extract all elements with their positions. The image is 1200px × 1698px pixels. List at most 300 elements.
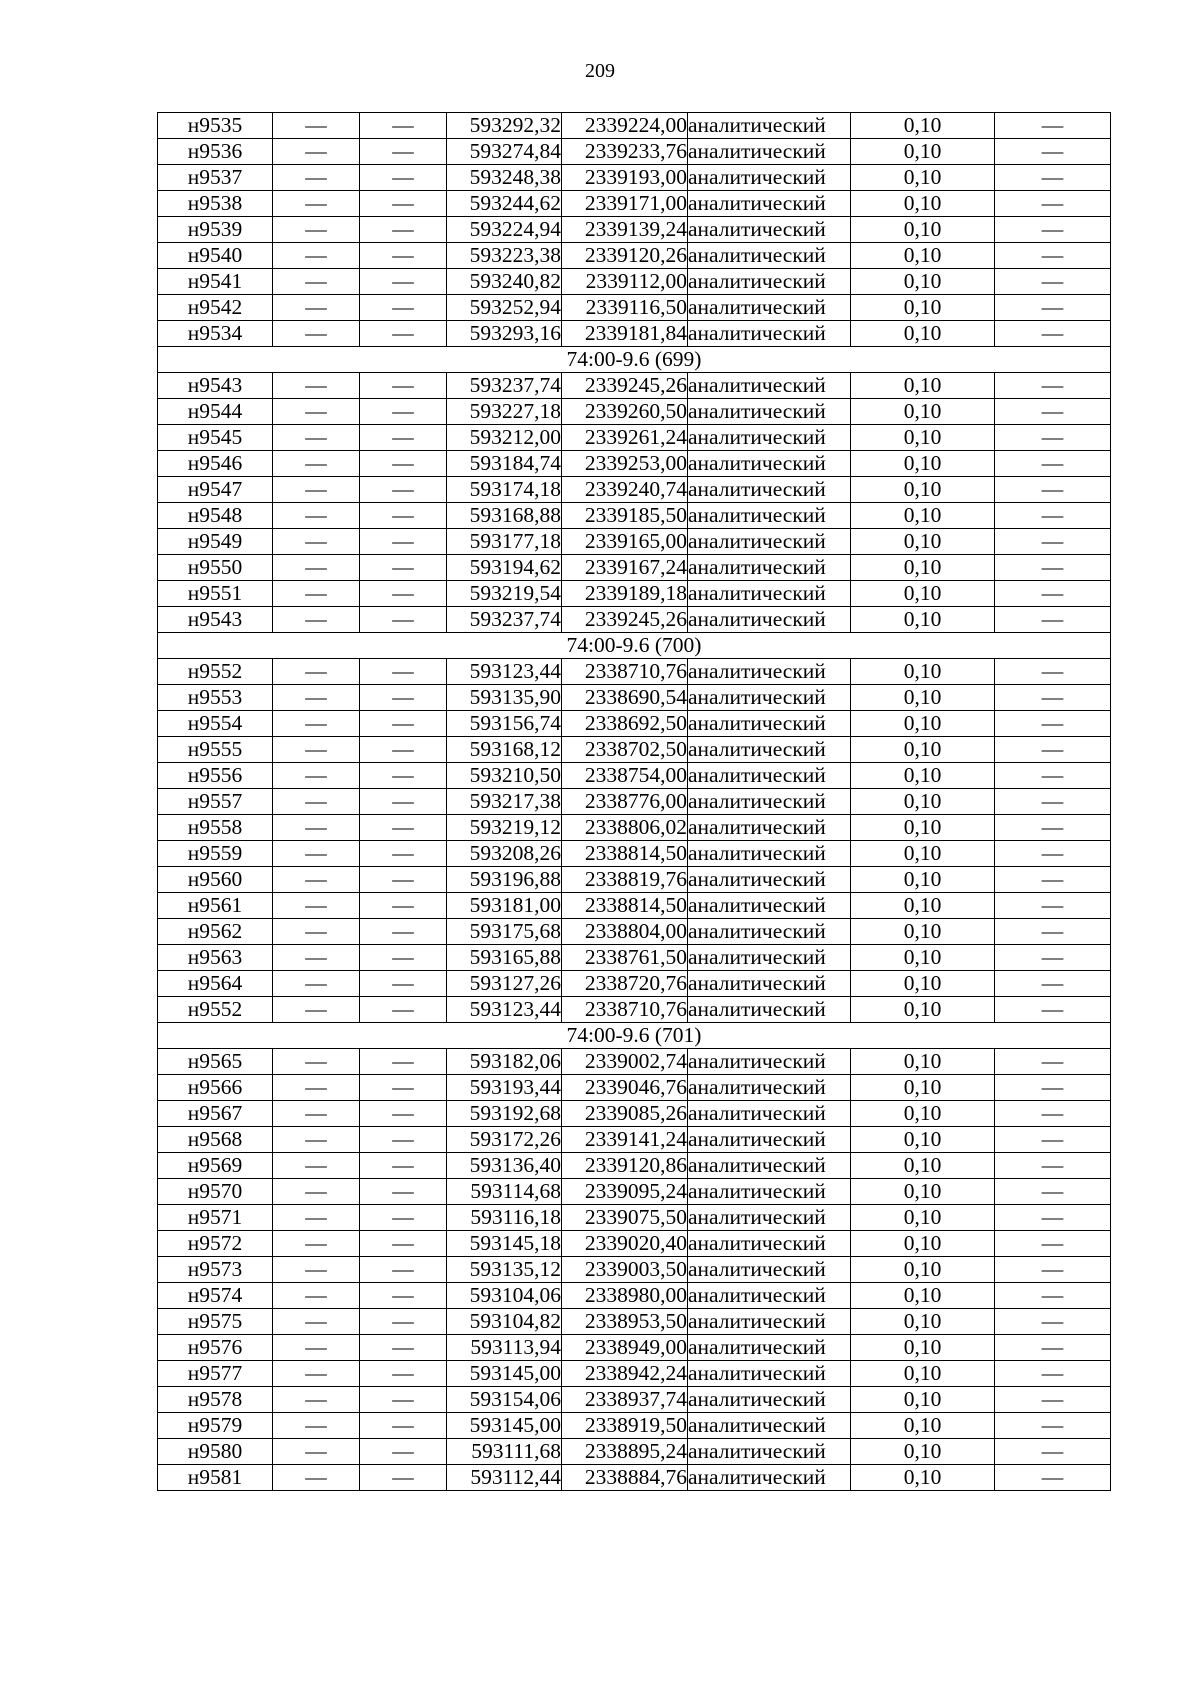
point-name-cell: н9580 [158, 1439, 273, 1465]
table-row [158, 815, 1111, 841]
table-row [158, 1361, 1111, 1387]
y-coordinate-cell: 2338953,50 [562, 1309, 688, 1335]
dash-cell: — [273, 139, 360, 165]
y-coordinate-cell: 2339046,76 [562, 1075, 688, 1101]
accuracy-cell: 0,10 [851, 685, 995, 711]
point-name-cell: н9573 [158, 1257, 273, 1283]
y-coordinate-cell: 2339116,50 [562, 295, 688, 321]
dash-cell: — [360, 867, 447, 893]
dash-cell: — [273, 971, 360, 997]
method-cell: аналитический [688, 789, 851, 815]
y-coordinate-cell: 2338692,50 [562, 711, 688, 737]
y-coordinate-cell: 2339193,00 [562, 165, 688, 191]
dash-cell: — [273, 841, 360, 867]
point-name-cell: н9555 [158, 737, 273, 763]
x-coordinate-cell: 593111,68 [447, 1439, 562, 1465]
x-coordinate-cell: 593168,12 [447, 737, 562, 763]
dash-cell: — [273, 1127, 360, 1153]
method-cell: аналитический [688, 113, 851, 139]
y-coordinate-cell: 2339075,50 [562, 1205, 688, 1231]
dash-cell: — [360, 269, 447, 295]
point-name-cell: н9559 [158, 841, 273, 867]
dash-cell: — [995, 1309, 1111, 1335]
dash-cell: — [360, 919, 447, 945]
accuracy-cell: 0,10 [851, 971, 995, 997]
x-coordinate-cell: 593192,68 [447, 1101, 562, 1127]
x-coordinate-cell: 593219,12 [447, 815, 562, 841]
method-cell: аналитический [688, 1361, 851, 1387]
accuracy-cell: 0,10 [851, 555, 995, 581]
x-coordinate-cell: 593172,26 [447, 1127, 562, 1153]
dash-cell: — [273, 321, 360, 347]
y-coordinate-cell: 2339003,50 [562, 1257, 688, 1283]
method-cell: аналитический [688, 451, 851, 477]
dash-cell: — [360, 399, 447, 425]
accuracy-cell: 0,10 [851, 1335, 995, 1361]
dash-cell: — [273, 1465, 360, 1491]
table-row [158, 503, 1111, 529]
x-coordinate-cell: 593145,18 [447, 1231, 562, 1257]
table-row [158, 1257, 1111, 1283]
x-coordinate-cell: 593212,00 [447, 425, 562, 451]
accuracy-cell: 0,10 [851, 1049, 995, 1075]
x-coordinate-cell: 593168,88 [447, 503, 562, 529]
section-title: 74:00-9.6 (700) [158, 633, 1111, 659]
method-cell: аналитический [688, 243, 851, 269]
dash-cell: — [995, 841, 1111, 867]
dash-cell: — [360, 1413, 447, 1439]
dash-cell: — [995, 815, 1111, 841]
x-coordinate-cell: 593135,12 [447, 1257, 562, 1283]
dash-cell: — [995, 997, 1111, 1023]
dash-cell: — [995, 737, 1111, 763]
dash-cell: — [360, 321, 447, 347]
y-coordinate-cell: 2339020,40 [562, 1231, 688, 1257]
y-coordinate-cell: 2339171,00 [562, 191, 688, 217]
dash-cell: — [360, 139, 447, 165]
method-cell: аналитический [688, 1309, 851, 1335]
table-row [158, 425, 1111, 451]
dash-cell: — [360, 1361, 447, 1387]
dash-cell: — [273, 1413, 360, 1439]
accuracy-cell: 0,10 [851, 841, 995, 867]
point-name-cell: н9539 [158, 217, 273, 243]
method-cell: аналитический [688, 321, 851, 347]
dash-cell: — [273, 1439, 360, 1465]
accuracy-cell: 0,10 [851, 997, 995, 1023]
accuracy-cell: 0,10 [851, 217, 995, 243]
dash-cell: — [995, 425, 1111, 451]
dash-cell: — [360, 893, 447, 919]
dash-cell: — [995, 555, 1111, 581]
accuracy-cell: 0,10 [851, 581, 995, 607]
dash-cell: — [995, 1439, 1111, 1465]
x-coordinate-cell: 593104,06 [447, 1283, 562, 1309]
y-coordinate-cell: 2338949,00 [562, 1335, 688, 1361]
method-cell: аналитический [688, 1439, 851, 1465]
dash-cell: — [995, 893, 1111, 919]
method-cell: аналитический [688, 711, 851, 737]
y-coordinate-cell: 2338942,24 [562, 1361, 688, 1387]
method-cell: аналитический [688, 217, 851, 243]
y-coordinate-cell: 2339002,74 [562, 1049, 688, 1075]
method-cell: аналитический [688, 1465, 851, 1491]
dash-cell: — [995, 139, 1111, 165]
dash-cell: — [273, 295, 360, 321]
dash-cell: — [995, 477, 1111, 503]
table-row [158, 659, 1111, 685]
x-coordinate-cell: 593193,44 [447, 1075, 562, 1101]
dash-cell: — [273, 945, 360, 971]
table-row [158, 789, 1111, 815]
table-row [158, 555, 1111, 581]
point-name-cell: н9581 [158, 1465, 273, 1491]
dash-cell: — [360, 1283, 447, 1309]
accuracy-cell: 0,10 [851, 113, 995, 139]
dash-cell: — [995, 1465, 1111, 1491]
method-cell: аналитический [688, 1413, 851, 1439]
y-coordinate-cell: 2338895,24 [562, 1439, 688, 1465]
method-cell: аналитический [688, 399, 851, 425]
method-cell: аналитический [688, 815, 851, 841]
point-name-cell: н9578 [158, 1387, 273, 1413]
accuracy-cell: 0,10 [851, 659, 995, 685]
dash-cell: — [273, 555, 360, 581]
section-header-row [158, 347, 1111, 373]
dash-cell: — [995, 1361, 1111, 1387]
point-name-cell: н9553 [158, 685, 273, 711]
accuracy-cell: 0,10 [851, 451, 995, 477]
dash-cell: — [995, 373, 1111, 399]
section-header-row [158, 1023, 1111, 1049]
method-cell: аналитический [688, 529, 851, 555]
dash-cell: — [273, 815, 360, 841]
accuracy-cell: 0,10 [851, 945, 995, 971]
dash-cell: — [273, 997, 360, 1023]
accuracy-cell: 0,10 [851, 1127, 995, 1153]
dash-cell: — [995, 1257, 1111, 1283]
method-cell: аналитический [688, 373, 851, 399]
dash-cell: — [995, 581, 1111, 607]
point-name-cell: н9575 [158, 1309, 273, 1335]
y-coordinate-cell: 2339141,24 [562, 1127, 688, 1153]
point-name-cell: н9545 [158, 425, 273, 451]
x-coordinate-cell: 593123,44 [447, 659, 562, 685]
dash-cell: — [995, 243, 1111, 269]
point-name-cell: н9563 [158, 945, 273, 971]
dash-cell: — [360, 1153, 447, 1179]
x-coordinate-cell: 593123,44 [447, 997, 562, 1023]
dash-cell: — [360, 503, 447, 529]
section-title: 74:00-9.6 (699) [158, 347, 1111, 373]
dash-cell: — [273, 425, 360, 451]
dash-cell: — [360, 1387, 447, 1413]
point-name-cell: н9534 [158, 321, 273, 347]
dash-cell: — [995, 1101, 1111, 1127]
dash-cell: — [360, 607, 447, 633]
y-coordinate-cell: 2339181,84 [562, 321, 688, 347]
method-cell: аналитический [688, 737, 851, 763]
y-coordinate-cell: 2339167,24 [562, 555, 688, 581]
dash-cell: — [273, 1257, 360, 1283]
point-name-cell: н9569 [158, 1153, 273, 1179]
method-cell: аналитический [688, 191, 851, 217]
x-coordinate-cell: 593184,74 [447, 451, 562, 477]
x-coordinate-cell: 593114,68 [447, 1179, 562, 1205]
x-coordinate-cell: 593237,74 [447, 607, 562, 633]
accuracy-cell: 0,10 [851, 321, 995, 347]
x-coordinate-cell: 593248,38 [447, 165, 562, 191]
dash-cell: — [995, 1231, 1111, 1257]
dash-cell: — [995, 1335, 1111, 1361]
point-name-cell: н9557 [158, 789, 273, 815]
accuracy-cell: 0,10 [851, 763, 995, 789]
point-name-cell: н9552 [158, 659, 273, 685]
point-name-cell: н9567 [158, 1101, 273, 1127]
dash-cell: — [273, 1283, 360, 1309]
y-coordinate-cell: 2338806,02 [562, 815, 688, 841]
table-row [158, 321, 1111, 347]
dash-cell: — [273, 1179, 360, 1205]
accuracy-cell: 0,10 [851, 919, 995, 945]
section-header-row [158, 633, 1111, 659]
accuracy-cell: 0,10 [851, 1283, 995, 1309]
dash-cell: — [360, 659, 447, 685]
dash-cell: — [360, 737, 447, 763]
dash-cell: — [273, 399, 360, 425]
x-coordinate-cell: 593175,68 [447, 919, 562, 945]
point-name-cell: н9564 [158, 971, 273, 997]
dash-cell: — [995, 191, 1111, 217]
dash-cell: — [995, 1179, 1111, 1205]
accuracy-cell: 0,10 [851, 1361, 995, 1387]
y-coordinate-cell: 2338710,76 [562, 997, 688, 1023]
accuracy-cell: 0,10 [851, 893, 995, 919]
dash-cell: — [360, 1335, 447, 1361]
accuracy-cell: 0,10 [851, 1439, 995, 1465]
y-coordinate-cell: 2339185,50 [562, 503, 688, 529]
dash-cell: — [273, 1049, 360, 1075]
table-row [158, 529, 1111, 555]
x-coordinate-cell: 593177,18 [447, 529, 562, 555]
dash-cell: — [360, 295, 447, 321]
dash-cell: — [360, 1257, 447, 1283]
y-coordinate-cell: 2338754,00 [562, 763, 688, 789]
y-coordinate-cell: 2339240,74 [562, 477, 688, 503]
dash-cell: — [360, 373, 447, 399]
y-coordinate-cell: 2339261,24 [562, 425, 688, 451]
dash-cell: — [273, 607, 360, 633]
accuracy-cell: 0,10 [851, 711, 995, 737]
y-coordinate-cell: 2338804,00 [562, 919, 688, 945]
dash-cell: — [273, 867, 360, 893]
dash-cell: — [360, 477, 447, 503]
table-row [158, 139, 1111, 165]
dash-cell: — [360, 945, 447, 971]
method-cell: аналитический [688, 295, 851, 321]
dash-cell: — [273, 217, 360, 243]
method-cell: аналитический [688, 165, 851, 191]
dash-cell: — [360, 815, 447, 841]
point-name-cell: н9544 [158, 399, 273, 425]
method-cell: аналитический [688, 841, 851, 867]
table-row [158, 243, 1111, 269]
method-cell: аналитический [688, 425, 851, 451]
point-name-cell: н9571 [158, 1205, 273, 1231]
dash-cell: — [360, 191, 447, 217]
dash-cell: — [995, 867, 1111, 893]
table-row [158, 1439, 1111, 1465]
table-row [158, 841, 1111, 867]
dash-cell: — [995, 945, 1111, 971]
x-coordinate-cell: 593219,54 [447, 581, 562, 607]
accuracy-cell: 0,10 [851, 815, 995, 841]
dash-cell: — [273, 529, 360, 555]
method-cell: аналитический [688, 269, 851, 295]
accuracy-cell: 0,10 [851, 1387, 995, 1413]
method-cell: аналитический [688, 971, 851, 997]
x-coordinate-cell: 593174,18 [447, 477, 562, 503]
dash-cell: — [995, 321, 1111, 347]
dash-cell: — [995, 1413, 1111, 1439]
table-row [158, 711, 1111, 737]
accuracy-cell: 0,10 [851, 503, 995, 529]
dash-cell: — [360, 451, 447, 477]
accuracy-cell: 0,10 [851, 1413, 995, 1439]
x-coordinate-cell: 593156,74 [447, 711, 562, 737]
x-coordinate-cell: 593252,94 [447, 295, 562, 321]
dash-cell: — [995, 113, 1111, 139]
dash-cell: — [995, 763, 1111, 789]
table-row [158, 1309, 1111, 1335]
point-name-cell: н9551 [158, 581, 273, 607]
x-coordinate-cell: 593145,00 [447, 1361, 562, 1387]
accuracy-cell: 0,10 [851, 1075, 995, 1101]
method-cell: аналитический [688, 867, 851, 893]
point-name-cell: н9568 [158, 1127, 273, 1153]
dash-cell: — [360, 1205, 447, 1231]
dash-cell: — [995, 607, 1111, 633]
y-coordinate-cell: 2338761,50 [562, 945, 688, 971]
point-name-cell: н9535 [158, 113, 273, 139]
dash-cell: — [995, 789, 1111, 815]
y-coordinate-cell: 2338776,00 [562, 789, 688, 815]
dash-cell: — [995, 451, 1111, 477]
y-coordinate-cell: 2339260,50 [562, 399, 688, 425]
accuracy-cell: 0,10 [851, 1101, 995, 1127]
method-cell: аналитический [688, 893, 851, 919]
y-coordinate-cell: 2339120,26 [562, 243, 688, 269]
table-row [158, 893, 1111, 919]
point-name-cell: н9550 [158, 555, 273, 581]
point-name-cell: н9565 [158, 1049, 273, 1075]
dash-cell: — [360, 1179, 447, 1205]
y-coordinate-cell: 2338884,76 [562, 1465, 688, 1491]
accuracy-cell: 0,10 [851, 139, 995, 165]
dash-cell: — [995, 971, 1111, 997]
y-coordinate-cell: 2338919,50 [562, 1413, 688, 1439]
table-row [158, 217, 1111, 243]
y-coordinate-cell: 2338814,50 [562, 893, 688, 919]
x-coordinate-cell: 593217,38 [447, 789, 562, 815]
x-coordinate-cell: 593274,84 [447, 139, 562, 165]
dash-cell: — [995, 1049, 1111, 1075]
x-coordinate-cell: 593237,74 [447, 373, 562, 399]
table-row [158, 1387, 1111, 1413]
table-row [158, 295, 1111, 321]
method-cell: аналитический [688, 1231, 851, 1257]
dash-cell: — [273, 243, 360, 269]
y-coordinate-cell: 2338937,74 [562, 1387, 688, 1413]
y-coordinate-cell: 2339233,76 [562, 139, 688, 165]
dash-cell: — [995, 399, 1111, 425]
method-cell: аналитический [688, 1283, 851, 1309]
table-row [158, 477, 1111, 503]
dash-cell: — [360, 711, 447, 737]
point-name-cell: н9536 [158, 139, 273, 165]
table-row [158, 1153, 1111, 1179]
method-cell: аналитический [688, 555, 851, 581]
section-title: 74:00-9.6 (701) [158, 1023, 1111, 1049]
point-name-cell: н9554 [158, 711, 273, 737]
dash-cell: — [273, 477, 360, 503]
x-coordinate-cell: 593112,44 [447, 1465, 562, 1491]
dash-cell: — [995, 217, 1111, 243]
x-coordinate-cell: 593240,82 [447, 269, 562, 295]
table-row [158, 1231, 1111, 1257]
y-coordinate-cell: 2339224,00 [562, 113, 688, 139]
point-name-cell: н9556 [158, 763, 273, 789]
point-name-cell: н9538 [158, 191, 273, 217]
dash-cell: — [360, 1075, 447, 1101]
accuracy-cell: 0,10 [851, 737, 995, 763]
table-row [158, 971, 1111, 997]
dash-cell: — [995, 1075, 1111, 1101]
dash-cell: — [273, 893, 360, 919]
method-cell: аналитический [688, 685, 851, 711]
x-coordinate-cell: 593136,40 [447, 1153, 562, 1179]
x-coordinate-cell: 593210,50 [447, 763, 562, 789]
dash-cell: — [360, 243, 447, 269]
dash-cell: — [360, 1049, 447, 1075]
x-coordinate-cell: 593208,26 [447, 841, 562, 867]
accuracy-cell: 0,10 [851, 425, 995, 451]
x-coordinate-cell: 593223,38 [447, 243, 562, 269]
point-name-cell: н9566 [158, 1075, 273, 1101]
dash-cell: — [360, 971, 447, 997]
dash-cell: — [273, 711, 360, 737]
accuracy-cell: 0,10 [851, 789, 995, 815]
dash-cell: — [995, 269, 1111, 295]
x-coordinate-cell: 593196,88 [447, 867, 562, 893]
point-name-cell: н9558 [158, 815, 273, 841]
dash-cell: — [360, 555, 447, 581]
dash-cell: — [995, 1127, 1111, 1153]
x-coordinate-cell: 593116,18 [447, 1205, 562, 1231]
dash-cell: — [360, 789, 447, 815]
y-coordinate-cell: 2338819,76 [562, 867, 688, 893]
method-cell: аналитический [688, 659, 851, 685]
y-coordinate-cell: 2338720,76 [562, 971, 688, 997]
table-row [158, 1101, 1111, 1127]
point-name-cell: н9537 [158, 165, 273, 191]
dash-cell: — [360, 1127, 447, 1153]
dash-cell: — [995, 1283, 1111, 1309]
dash-cell: — [273, 1361, 360, 1387]
y-coordinate-cell: 2339120,86 [562, 1153, 688, 1179]
table-row [158, 945, 1111, 971]
coordinates-table [157, 112, 1111, 1491]
